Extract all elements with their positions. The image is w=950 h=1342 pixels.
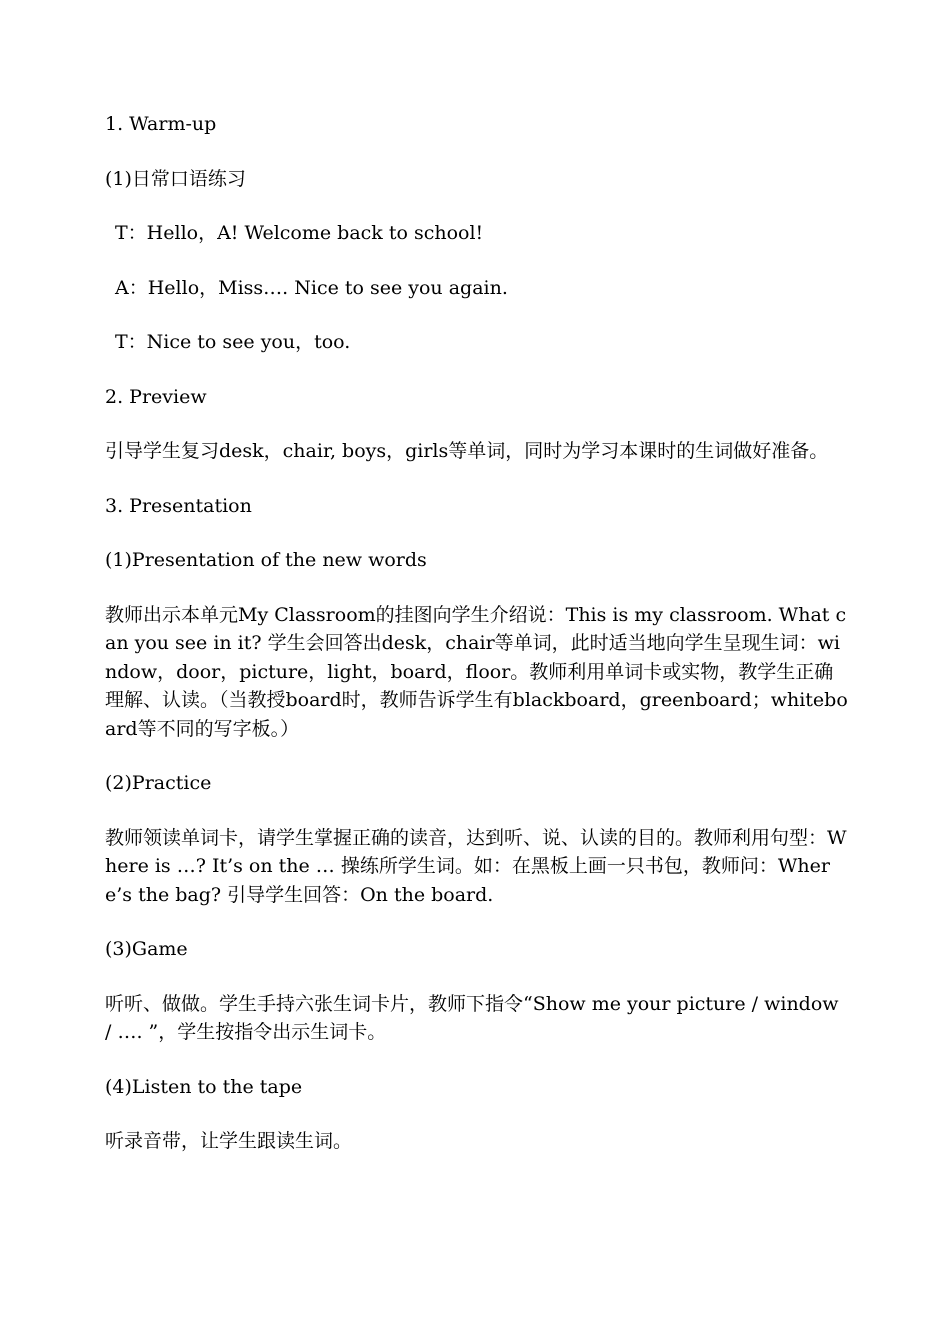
- preview-heading: 2. Preview: [105, 385, 207, 408]
- new-words-heading: (1)Presentation of the new words: [105, 549, 427, 571]
- dialog-line: A：Hello，Miss…. Nice to see you again.: [115, 276, 508, 299]
- practice-heading: (2)Practice: [105, 772, 212, 794]
- lesson-plan-page: [105, 110, 850, 1156]
- game-heading: (3)Game: [105, 938, 188, 960]
- practice-paragraph: 教师领读单词卡，请学生掌握正确的读音，达到听、说、认读的目的。教师利用句型：Where is …? It’s on the … 操练所学生词。如：在黑板上画一只书包，教师问：Where’s the bag? 引导学生回答：On the board.: [105, 826, 847, 906]
- new-words-paragraph: 教师出示本单元My Classroom的挂图向学生介绍说：This is my classroom. What can you see in it? 学生会回答出desk，chair等单词，此时适当地向学生呈现生词：window，door，picture，light，board，floor。教师利用单词卡或实物，教学生正确理解、认读。（当教授board时，教师告诉学生有blackboard，greenboard；whiteboard等不同的写字板。）: [105, 603, 848, 740]
- listen-heading: (4)Listen to the tape: [105, 1075, 303, 1098]
- dialog-line: T：Nice to see you，too.: [115, 331, 351, 353]
- listen-paragraph: 听录音带，让学生跟读生词。: [105, 1130, 353, 1152]
- game-paragraph: 听听、做做。学生手持六张生词卡片，教师下指令“Show me your picture / window / …. ”，学生按指令出示生词卡。: [105, 992, 839, 1043]
- presentation-heading: 3. Presentation: [105, 494, 252, 517]
- dialog-line: T：Hello，A! Welcome back to school!: [115, 222, 484, 244]
- warmup-heading: 1. Warm-up: [105, 113, 217, 135]
- warmup-subheading: (1)日常口语练习: [105, 167, 246, 190]
- preview-paragraph: 引导学生复习desk，chair, boys，girls等单词，同时为学习本课时的生词做好准备。: [105, 440, 829, 462]
